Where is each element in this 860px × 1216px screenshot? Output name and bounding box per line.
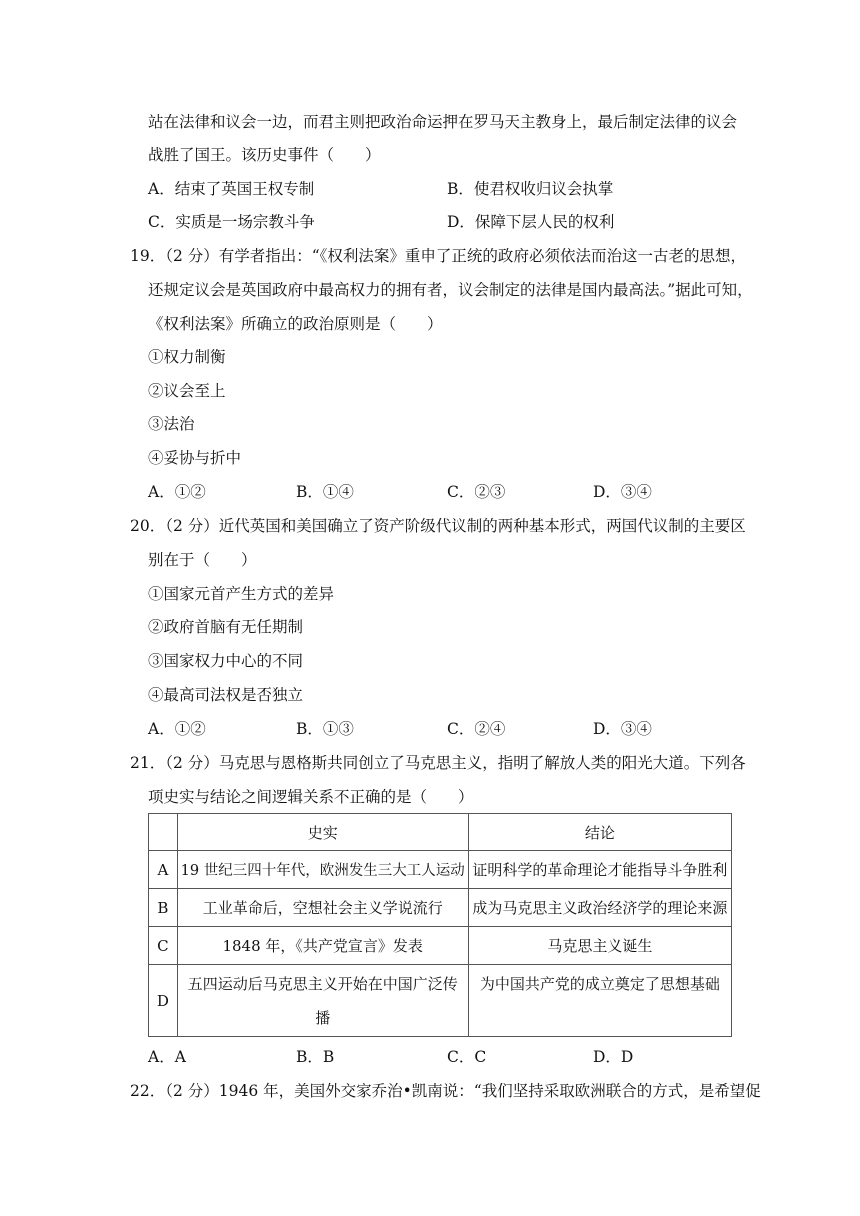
q19-stem-line-3: 《权利法案》所确立的政治原则是（ ） bbox=[148, 315, 443, 333]
q18-text-line-2: 战胜了国王。该历史事件（ ） bbox=[148, 146, 381, 164]
header-fact-cell: 史实 bbox=[177, 814, 468, 851]
header-conclusion-cell: 结论 bbox=[468, 814, 731, 851]
q21-option-c: C．C bbox=[447, 1048, 487, 1066]
row-fact-cell: 1848 年，《共产党宣言》发表 bbox=[177, 927, 468, 965]
q20-stem-line-2: 别在于（ ） bbox=[148, 551, 257, 569]
table-row bbox=[149, 965, 732, 1037]
q20-stem-line-1: 20．（2 分）近代英国和美国确立了资产阶级代议制的两种基本形式，两国代议制的主要区 bbox=[130, 517, 746, 535]
q19-item-1: ①权力制衡 bbox=[148, 348, 226, 366]
q21-option-b: B．B bbox=[296, 1048, 335, 1066]
row-key-cell: D bbox=[149, 965, 178, 1037]
q19-stem-line-2: 还规定议会是英国政府中最高权力的拥有者，议会制定的法律是国内最高法。”据此可知， bbox=[148, 281, 753, 299]
table-row bbox=[149, 927, 732, 965]
row-key-cell: A bbox=[149, 851, 178, 889]
q19-item-2: ②议会至上 bbox=[148, 382, 226, 400]
q20-option-c: C．②④ bbox=[447, 720, 506, 738]
row-key-cell: C bbox=[149, 927, 178, 965]
q21-stem-line-2: 项史实与结论之间逻辑关系不正确的是（ ） bbox=[148, 788, 474, 806]
q20-option-d: D．③④ bbox=[593, 720, 652, 738]
q19-stem-line-1: 19．（2 分）有学者指出：“《权利法案》重申了正统的政府必须依法而治这一古老的思想， bbox=[130, 247, 746, 265]
q19-option-d: D．③④ bbox=[593, 483, 652, 501]
row-conclusion-cell: 成为马克思主义政治经济学的理论来源 bbox=[468, 889, 731, 927]
row-fact-line-1: 五四运动后马克思主义开始在中国广泛传 bbox=[187, 974, 458, 993]
q20-item-2: ②政府首脑有无任期制 bbox=[148, 618, 304, 636]
q20-option-a: A．①② bbox=[148, 720, 206, 738]
row-fact-cell: 工业革命后，空想社会主义学说流行 bbox=[177, 889, 468, 927]
row-fact-cell bbox=[177, 965, 468, 1037]
q21-option-d: D．D bbox=[593, 1048, 634, 1066]
q18-option-c: C．实质是一场宗教斗争 bbox=[148, 213, 315, 231]
q20-item-1: ①国家元首产生方式的差异 bbox=[148, 585, 335, 603]
q19-option-b: B．①④ bbox=[296, 483, 354, 501]
q20-item-3: ③国家权力中心的不同 bbox=[148, 652, 304, 670]
q20-item-4: ④最高司法权是否独立 bbox=[148, 686, 304, 704]
header-key-cell bbox=[149, 814, 178, 851]
q19-item-3: ③法治 bbox=[148, 415, 195, 433]
q21-table bbox=[148, 813, 732, 1037]
q19-option-c: C．②③ bbox=[447, 483, 506, 501]
q18-option-a: A．结束了英国王权专制 bbox=[148, 180, 315, 198]
row-conclusion-cell: 为中国共产党的成立奠定了思想基础 bbox=[468, 965, 731, 1037]
q21-option-a: A．A bbox=[148, 1048, 186, 1066]
q18-option-b: B．使君权收归议会执掌 bbox=[447, 180, 614, 198]
table-header-row bbox=[149, 814, 732, 851]
q22-stem-line-1: 22．（2 分）1946 年，美国外交家乔治•凯南说：“我们坚持采取欧洲联合的方式，是希望促 bbox=[130, 1082, 761, 1100]
q18-text-line-1: 站在法律和议会一边，而君主则把政治命运押在罗马天主教身上，最后制定法律的议会 bbox=[148, 113, 738, 131]
table-row bbox=[149, 851, 732, 889]
row-conclusion-cell: 马克思主义诞生 bbox=[468, 927, 731, 965]
row-conclusion-cell: 证明科学的革命理论才能指导斗争胜利 bbox=[468, 851, 731, 889]
q18-option-d: D．保障下层人民的权利 bbox=[447, 213, 615, 231]
table-row bbox=[149, 889, 732, 927]
q19-item-4: ④妥协与折中 bbox=[148, 449, 242, 467]
row-fact-line-2: 播 bbox=[315, 1008, 331, 1027]
row-key-cell: B bbox=[149, 889, 178, 927]
q19-option-a: A．①② bbox=[148, 483, 206, 501]
q21-stem-line-1: 21．（2 分）马克思与恩格斯共同创立了马克思主义，指明了解放人类的阳光大道。下列各 bbox=[130, 754, 746, 772]
q20-option-b: B．①③ bbox=[296, 720, 354, 738]
row-fact-cell: 19 世纪三四十年代，欧洲发生三大工人运动 bbox=[177, 851, 468, 889]
